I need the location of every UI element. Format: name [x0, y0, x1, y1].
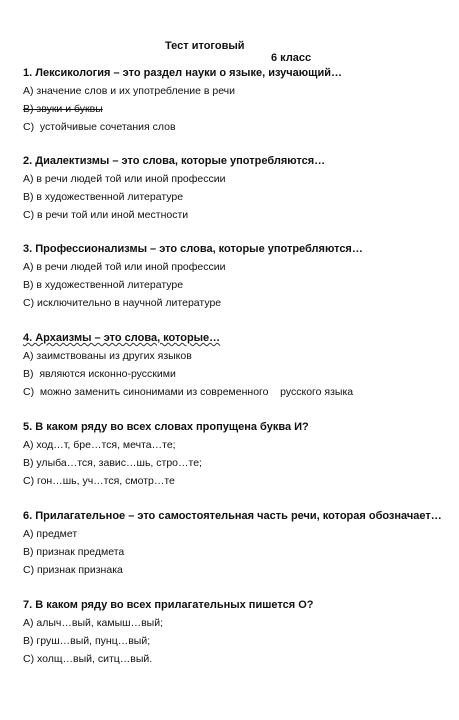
answer-option-c: С) в речи той или иной местности [23, 209, 189, 221]
question-text: 3. Профессионализмы – это слова, которые употребляются… [23, 243, 363, 255]
answer-option-b: В) признак предмета [23, 546, 125, 558]
answer-option-c: С) признак признака [23, 564, 123, 576]
answer-option-b: В) груш…вый, пунц…вый; [23, 635, 151, 647]
answer-option-a: А) в речи людей той или иной профессии [23, 261, 226, 273]
answer-option-b: В) являются исконно-русскими [23, 368, 176, 380]
question-text: 4. Архаизмы – это слова, которые… [23, 332, 221, 344]
question-2 [23, 152, 453, 224]
answer-option-c: С) устойчивые сочетания слов [23, 121, 176, 133]
answer-option-a: А) алыч…вый, камыш…вый; [23, 617, 163, 629]
question-text: 7. В каком ряду во всех прилагательных пишется О? [23, 599, 314, 611]
answer-option-b: В) в художественной литературе [23, 279, 184, 291]
answer-option-c: С) гон…шь, уч…тся, смотр…те [23, 475, 175, 487]
question-6 [23, 507, 453, 579]
answer-option-c: С) холщ…вый, ситц…вый. [23, 653, 153, 665]
answer-option-a: А) заимствованы из других языков [23, 350, 192, 362]
question-text: 2. Диалектизмы – это слова, которые употребляются… [23, 155, 326, 167]
question-text: 1. Лексикология – это раздел науки о языке, изучающий… [23, 67, 342, 79]
answer-option-a: А) значение слов и их употребление в речи [23, 85, 236, 97]
answer-option-a: А) ход…т, бре…тся, мечта…те; [23, 439, 176, 451]
question-text: 5. В каком ряду во всех словах пропущена буква И? [23, 421, 309, 433]
question-7 [23, 596, 453, 668]
answer-option-c: С) можно заменить синонимами из современного русского языка [23, 386, 354, 398]
question-4 [23, 329, 453, 401]
question-3 [23, 240, 453, 312]
answer-option-b: В) звуки и буквы [23, 103, 103, 115]
answer-option-c: С) исключительно в научной литературе [23, 297, 222, 309]
question-text: 6. Прилагательное – это самостоятельная часть речи, которая обозначает… [23, 510, 442, 522]
grade-label: 6 класс [271, 52, 312, 64]
question-5 [23, 418, 453, 490]
test-title: Тест итоговый [165, 40, 245, 52]
answer-option-b: В) в художественной литературе [23, 191, 184, 203]
question-1 [23, 64, 453, 136]
answer-option-a: А) в речи людей той или иной профессии [23, 173, 226, 185]
answer-option-a: А) предмет [23, 528, 78, 540]
answer-option-b: В) улыба…тся, завис…шь, стро…те; [23, 457, 202, 469]
